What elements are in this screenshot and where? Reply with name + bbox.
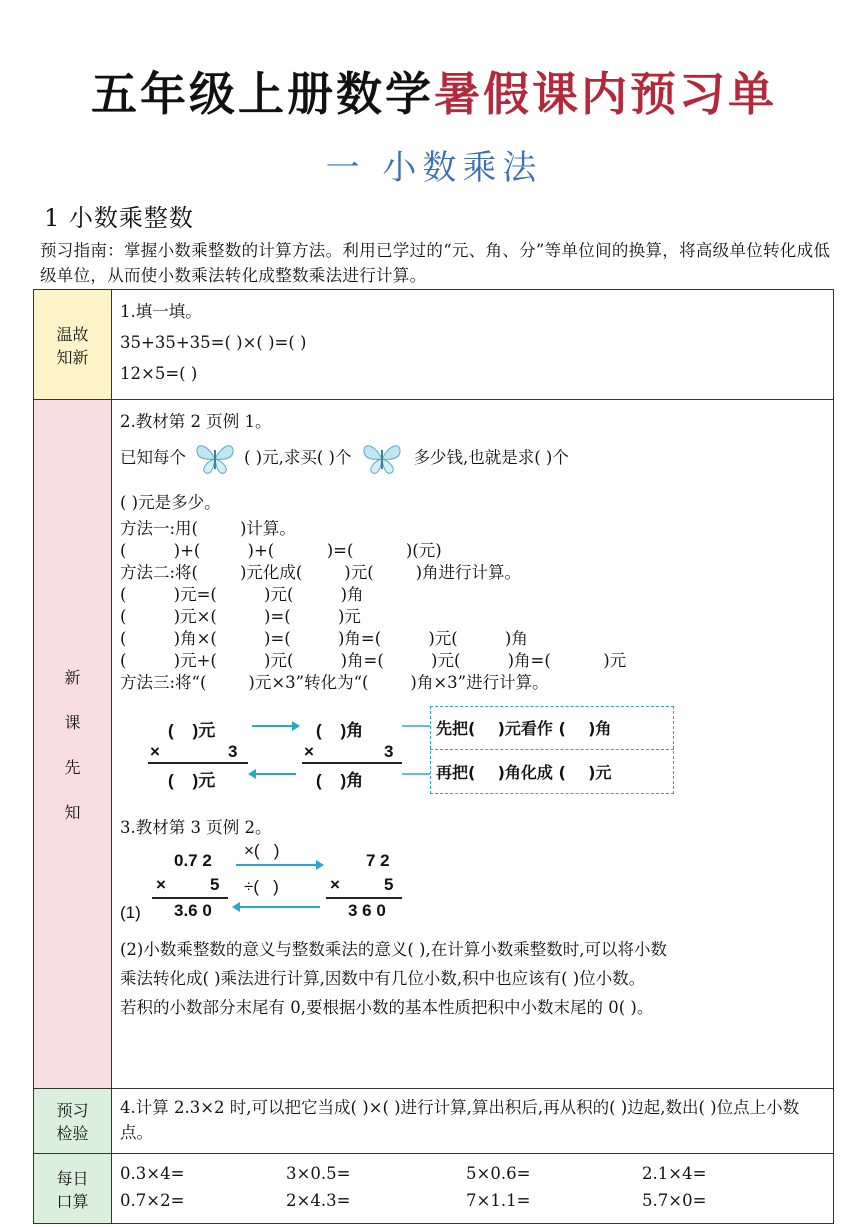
new-label-2: 课: [64, 713, 81, 732]
lesson-heading: 1 小数乘整数: [44, 204, 194, 232]
mental-math-grid: [120, 1160, 825, 1214]
check-label: [34, 1089, 112, 1154]
review-label-line1: 温故: [56, 324, 89, 344]
method1-eq: ( )+( )+( )=( )(元): [120, 541, 442, 560]
diag-left-times: ×: [150, 742, 160, 761]
check-content: [112, 1089, 834, 1154]
ex-left-top: 0.7 2: [174, 851, 212, 870]
q2-part3: 多少钱,也就是求( )个: [413, 448, 569, 467]
ex-right-top: 7 2: [366, 851, 390, 870]
method2-line2: ( )元×( )=( )元: [120, 607, 361, 626]
worksheet-table: [33, 289, 834, 1224]
new-label-4: 知: [64, 803, 81, 822]
calc-item: 3×0.5=: [286, 1164, 351, 1183]
calc-item: 0.3×4=: [120, 1164, 185, 1183]
ex-left-five: 5: [210, 875, 220, 894]
ex-right-times: ×: [330, 875, 340, 894]
q2-line2: ( )元是多少。: [120, 493, 221, 512]
q1-line1: 35+35+35=( )×( )=( ): [120, 333, 307, 352]
yuan-jiao-diagram: [120, 704, 825, 800]
q3-part2-b: 乘法转化成( )乘法进行计算,因数中有几位小数,积中也应该有( )位小数。: [120, 969, 646, 988]
ex-left-bar: [152, 897, 228, 899]
daily-content: [112, 1154, 834, 1224]
method3: 方法三:将“( )元×3”转化为“( )角×3”进行计算。: [120, 673, 549, 692]
connector-lines: [402, 710, 432, 800]
diag-mid-bar: [302, 762, 402, 764]
q3-title: 3.教材第 3 页例 2。: [120, 818, 272, 837]
preview-guide: 预习指南：掌握小数乘整数的计算方法。利用已学过的“元、角、分”等单位间的换算，将高级单位转化成低级单位，从而使小数乘法转化成整数乘法进行计算。: [40, 241, 831, 285]
new-lesson-label: [34, 400, 112, 1089]
ex-left-bottom: 3.6 0: [174, 901, 212, 920]
ex-right-bar: [326, 897, 402, 899]
diag-left-three: 3: [228, 742, 238, 761]
review-label: [34, 290, 112, 400]
ex-left-times: ×: [156, 875, 166, 894]
daily-label-line1: 每日: [56, 1168, 89, 1188]
review-label-line2: 知新: [56, 347, 89, 367]
method2-line1: ( )元=( )元( )角: [120, 585, 364, 604]
method2-line3: ( )角×( )=( )角=( )元( )角: [120, 629, 528, 648]
butterfly-icon: [359, 442, 405, 476]
q1-title: 1.填一填。: [120, 302, 202, 321]
diag-left-top: ( )元: [168, 721, 216, 740]
title-black: 五年级上册数学: [91, 67, 434, 121]
method1: 方法一:用( )计算。: [120, 519, 296, 538]
diag-mid-top: ( )角: [316, 721, 364, 740]
q2-part1: 已知每个: [120, 448, 186, 467]
diag-mid-three: 3: [384, 742, 394, 761]
calc-item: 7×1.1=: [466, 1191, 531, 1210]
ex-label: (1): [120, 903, 141, 922]
check-label-line1: 预习: [56, 1101, 89, 1120]
method2-line4: ( )元+( )元( )角=( )元( )角=( )元: [120, 651, 627, 670]
new-label-1: 新: [64, 668, 81, 687]
butterfly-icon: [194, 442, 236, 476]
title-red: 暑假课内预习单: [434, 67, 777, 121]
q2-title: 2.教材第 2 页例 1。: [120, 412, 272, 431]
daily-label-line2: 口算: [56, 1191, 89, 1211]
q2-sentence: [120, 437, 825, 479]
check-label-line2: 检验: [56, 1124, 89, 1143]
q3-part2-c: 若积的小数部分末尾有 0,要根据小数的基本性质把积中小数末尾的 0( )。: [120, 998, 654, 1017]
review-content: [112, 290, 834, 400]
new-label-3: 先: [64, 758, 81, 777]
ex-arrows-icon: [228, 857, 328, 917]
chapter-subtitle: 一 小数乘法: [325, 148, 543, 188]
ex-arrow-top-label: ×( ): [244, 841, 280, 860]
q4-text: 4.计算 2.3×2 时,可以把它当成( )×( )进行计算,算出积后,再从积的( )边起,数出( )位点上小数点。: [120, 1098, 800, 1142]
hint-box-divider: [430, 749, 674, 750]
method2: 方法二:将( )元化成( )元( )角进行计算。: [120, 563, 522, 582]
ex-right-bottom: 3 6 0: [348, 901, 386, 920]
daily-label: [34, 1154, 112, 1224]
diag-left-bottom: ( )元: [168, 771, 216, 790]
q2-part2: ( )元,求买( )个: [244, 448, 352, 467]
page-title: [0, 58, 868, 124]
calc-item: 2×4.3=: [286, 1191, 351, 1210]
arrows-icon: [248, 718, 300, 788]
calc-item: 5.7×0=: [642, 1191, 707, 1210]
diag-left-bar: [148, 762, 248, 764]
q1-line2: 12×5=( ): [120, 364, 198, 383]
q3-part2-a: (2)小数乘整数的意义与整数乘法的意义( ),在计算小数乘整数时,可以将小数: [120, 940, 667, 959]
hint-box-line2: 再把( )角化成 ( )元: [436, 763, 612, 782]
diag-mid-times: ×: [304, 742, 314, 761]
decimal-diagram: [120, 843, 825, 923]
ex-arrow-bottom-label: ÷( ): [244, 877, 279, 896]
new-lesson-content: [112, 400, 834, 1089]
hint-box-line1: 先把( )元看作 ( )角: [436, 719, 612, 738]
ex-right-five: 5: [384, 875, 394, 894]
calc-item: 2.1×4=: [642, 1164, 707, 1183]
calc-item: 0.7×2=: [120, 1191, 185, 1210]
diag-mid-bottom: ( )角: [316, 771, 364, 790]
calc-item: 5×0.6=: [466, 1164, 531, 1183]
